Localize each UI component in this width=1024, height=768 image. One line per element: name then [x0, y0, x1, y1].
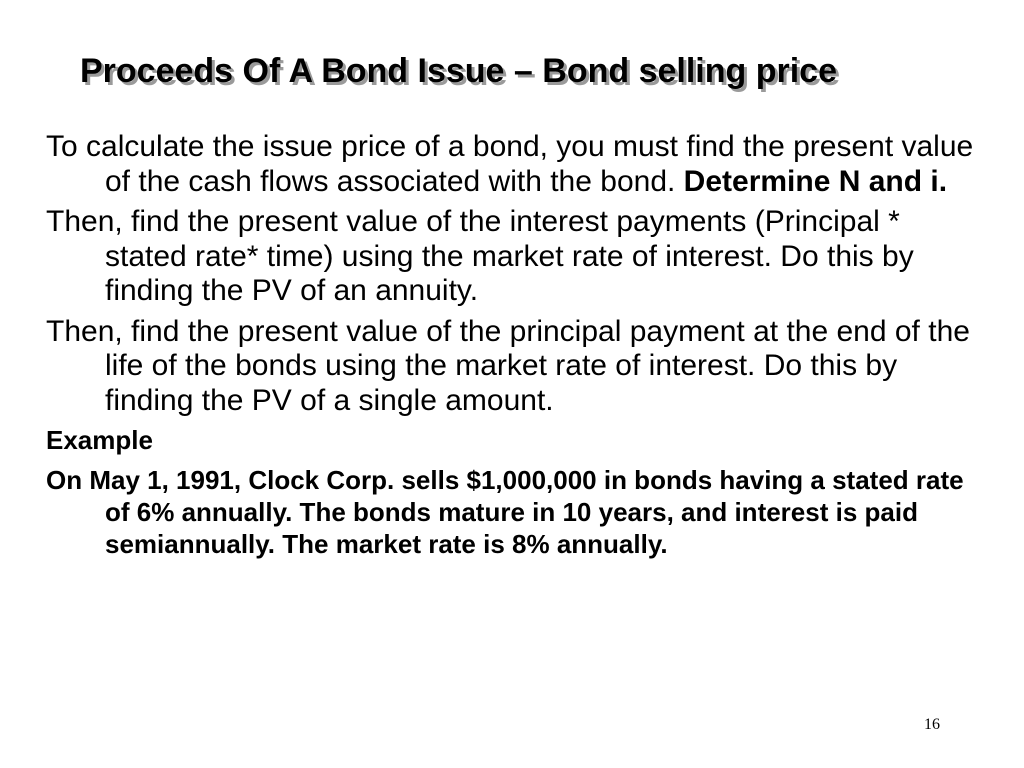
slide-title: Proceeds Of A Bond Issue – Bond selling price — [80, 52, 837, 90]
page-number: 16 — [924, 716, 940, 733]
paragraph-interest-payments: Then, find the present value of the interest payments (Principal * stated rate* time) using the market rate of interest. Do this by finding the PV of an annuity. — [46, 205, 914, 307]
paragraph-issue-price-text: To calculate the issue price of a bond, you must find the present value of the cash flows associated with the bond. — [46, 130, 974, 198]
slide-body — [46, 130, 976, 566]
example-text: On May 1, 1991, Clock Corp. sells $1,000,000 in bonds having a stated rate of 6% annually. The bonds mature in 10 years, and interest is paid semiannually. The market rate is 8% annually. — [46, 465, 964, 559]
paragraph-issue-price — [46, 130, 976, 199]
example-heading: Example — [46, 425, 153, 455]
paragraph-principal-payment: Then, find the present value of the principal payment at the end of the life of the bonds using the market rate of interest. Do this by finding the PV of a single amount. — [46, 314, 970, 417]
determine-n-and-i-text: Determine N and i. — [683, 164, 948, 198]
